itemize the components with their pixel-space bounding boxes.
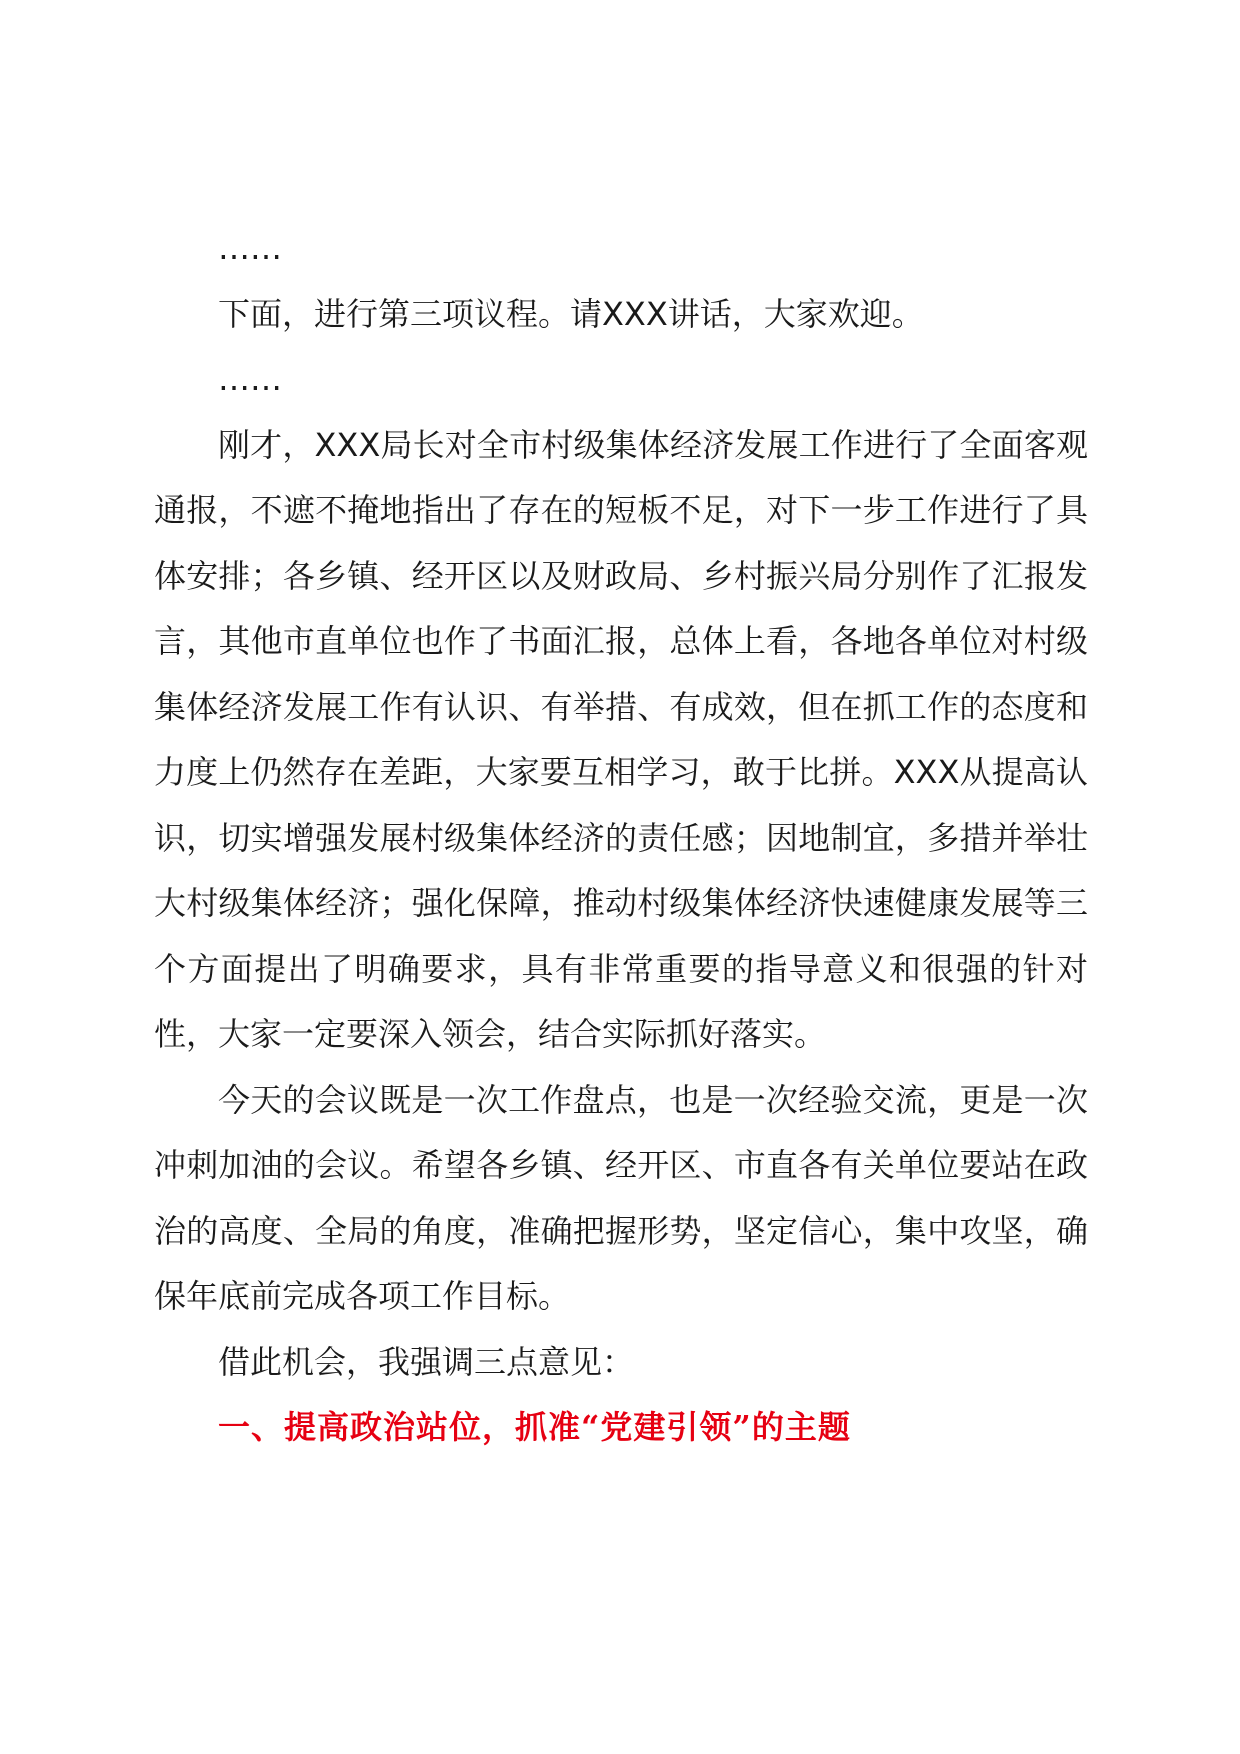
intro-paragraph: 借此机会，我强调三点意见： [218, 1342, 635, 1381]
review-paragraph: 刚才，XXX局长对全市村级集体经济发展工作进行了全面客观通报，不遮不掩地指出了存在的短板不足，对下一步工作进行了具体安排；各乡镇、经开区以及财政局、乡村振兴局分别作了汇报发言，其他市直单位也作了书面汇报，总体上看，各地各单位对村级集体经济发展工作有认识、有举措、有成效，但在抓工作的态度和力度上仍然存在差距，大家要互相学习，敢于比拼。XXX从提高认识，切实增强发展村级集体经济的责任感；因地制宜，多措并举壮大村级集体经济；强化保障，推动村级集体经济快速健康发展等三个方面提出了明确要求，具有非常重要的指导意义和很强的针对性，大家一定要深入领会，结合实际抓好落实。 [154, 425, 1088, 1053]
document-body [154, 216, 1088, 1461]
agenda-paragraph: 下面，进行第三项议程。请XXX讲话，大家欢迎。 [218, 294, 924, 333]
meeting-summary-paragraph: 今天的会议既是一次工作盘点，也是一次经验交流，更是一次冲刺加油的会议。希望各乡镇、经开区、市直各有关单位要站在政治的高度、全局的角度，准确把握形势，坚定信心，集中攻坚，确保年底前完成各项工作目标。 [154, 1080, 1088, 1315]
ellipsis-paragraph: …… [218, 229, 282, 267]
section-heading: 一、提高政治站位，抓准“党建引领”的主题 [218, 1408, 851, 1446]
ellipsis-paragraph: …… [218, 360, 282, 398]
